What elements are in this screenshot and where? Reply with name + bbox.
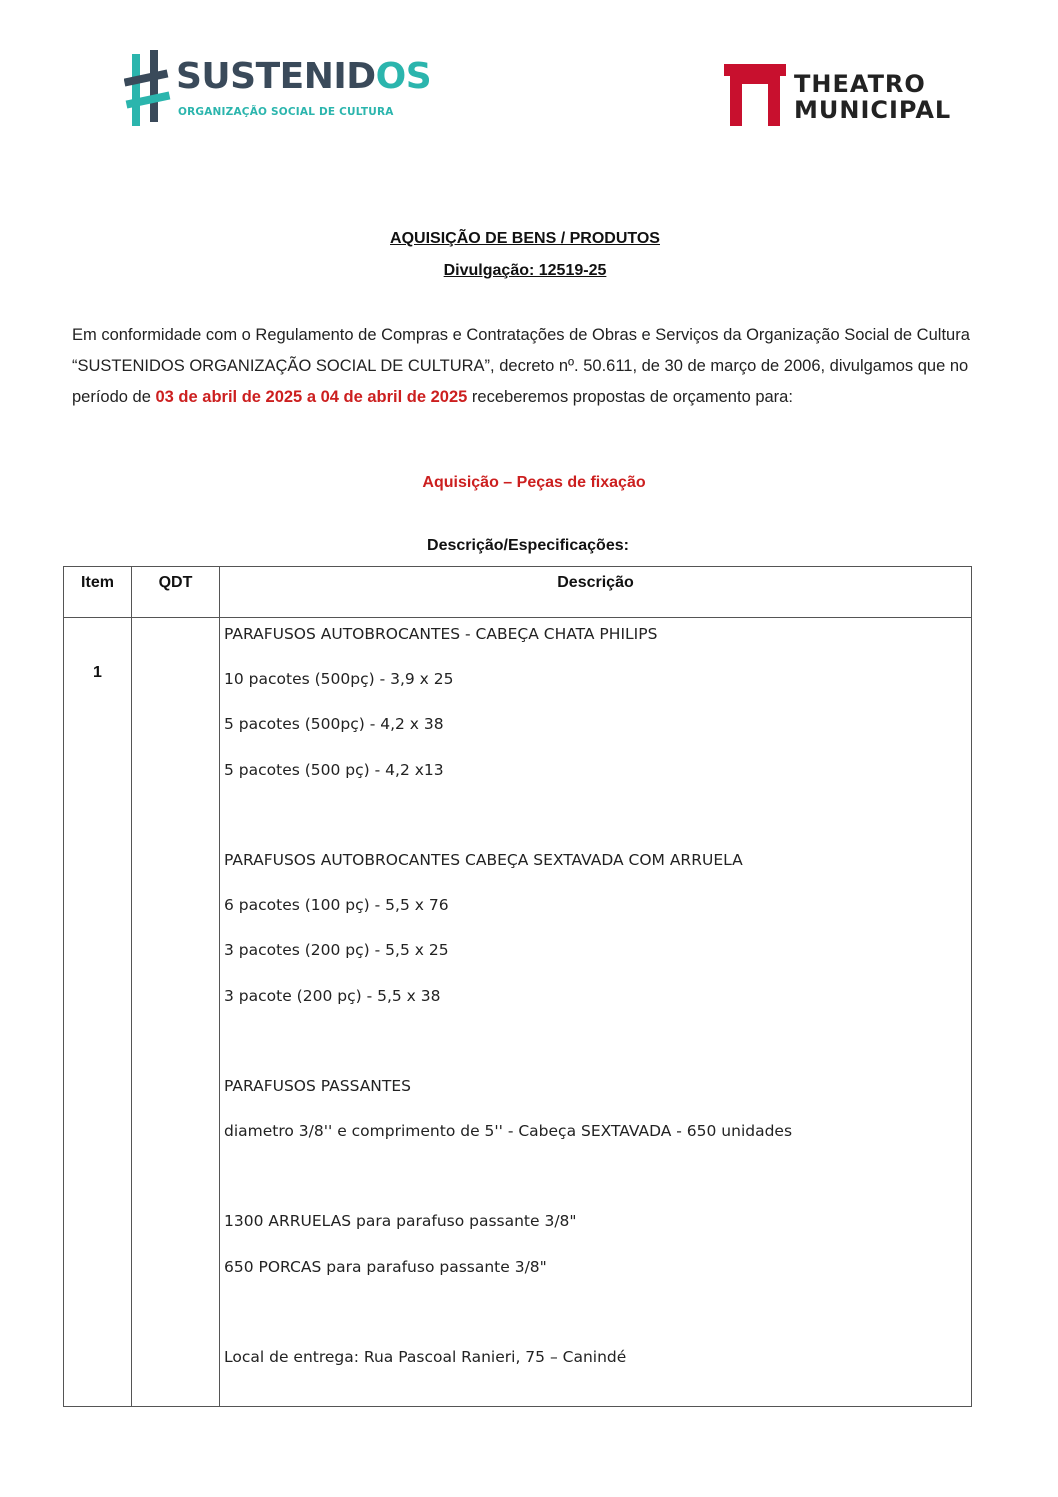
table-row: [64, 618, 972, 1407]
intro-text-1: Em conformidade com o Regulamento de Compras e Contratações de Obras e Serviços da Organização Social de Cultura “SUSTENIDOS ORGANIZAÇÃO SOCIAL DE CULTURA”, decreto nº. 50.611, de 30 de março de 2006, divulgamos que no período de: [72, 326, 970, 406]
description-line: PARAFUSOS AUTOBROCANTES - CABEÇA CHATA PHILIPS: [224, 625, 658, 643]
acquisition-subject: Aquisição – Peças de fixação: [422, 474, 646, 491]
intro-text-2: receberemos propostas de orçamento para:: [467, 388, 793, 406]
description-spacer: [224, 805, 971, 850]
cell-qdt: [132, 618, 220, 1407]
theatro-municipal-logo: [724, 64, 964, 130]
description-line: 5 pacotes (500pç) - 4,2 x 38: [224, 715, 444, 734]
document-subtitle: Divulgação: 12519-25: [443, 262, 607, 279]
intro-period: 03 de abril de 2025 a 04 de abril de 2025: [155, 388, 468, 406]
description-line: diametro 3/8'' e comprimento de 5'' - Cabeça SEXTAVADA - 650 unidades: [224, 1122, 793, 1141]
logo-line-2: MUNICIPAL: [794, 96, 952, 124]
description-line: 10 pacotes (500pç) - 3,9 x 25: [224, 670, 454, 689]
hashtag-logo-icon: [124, 50, 172, 130]
logo-tagline: ORGANIZAÇÃO SOCIAL DE CULTURA: [178, 106, 394, 118]
document-title: AQUISIÇÃO DE BENS / PRODUTOS: [390, 230, 660, 247]
theatro-arch-logo-icon: [724, 64, 786, 130]
description-spacer: [224, 1031, 971, 1076]
description-line: 650 PORCAS para parafuso passante 3/8": [224, 1257, 547, 1276]
description-line: 3 pacotes (200 pç) - 5,5 x 25: [224, 941, 449, 960]
table-header-row: [64, 567, 972, 618]
intro-paragraph: [72, 320, 992, 413]
description-line: PARAFUSOS AUTOBROCANTES CABEÇA SEXTAVADA COM ARRUELA: [224, 850, 743, 869]
description-line: 6 pacotes (100 pç) - 5,5 x 76: [224, 896, 449, 915]
description-spacer: [224, 1302, 971, 1347]
header-item: Item: [64, 567, 132, 618]
cell-description: [220, 618, 972, 1407]
logo-brand-text: SUSTENIDOS: [176, 56, 432, 97]
description-spacer: [224, 1166, 971, 1211]
header-qdt: QDT: [132, 567, 220, 618]
cell-item-number: 1: [64, 618, 132, 1407]
description-line: PARAFUSOS PASSANTES: [224, 1076, 411, 1095]
header-descricao: Descrição: [220, 567, 972, 618]
description-line: 5 pacotes (500 pç) - 4,2 x13: [224, 760, 444, 779]
specifications-title: Descrição/Especificações:: [427, 537, 629, 554]
description-line: 3 pacote (200 pç) - 5,5 x 38: [224, 986, 441, 1005]
logo-line-1: THEATRO: [794, 70, 926, 98]
items-table: [63, 566, 972, 1407]
sustenidos-logo: [124, 50, 432, 130]
description-line: 1300 ARRUELAS para parafuso passante 3/8": [224, 1212, 577, 1231]
description-line: Local de entrega: Rua Pascoal Ranieri, 75 – Canindé: [224, 1348, 627, 1366]
